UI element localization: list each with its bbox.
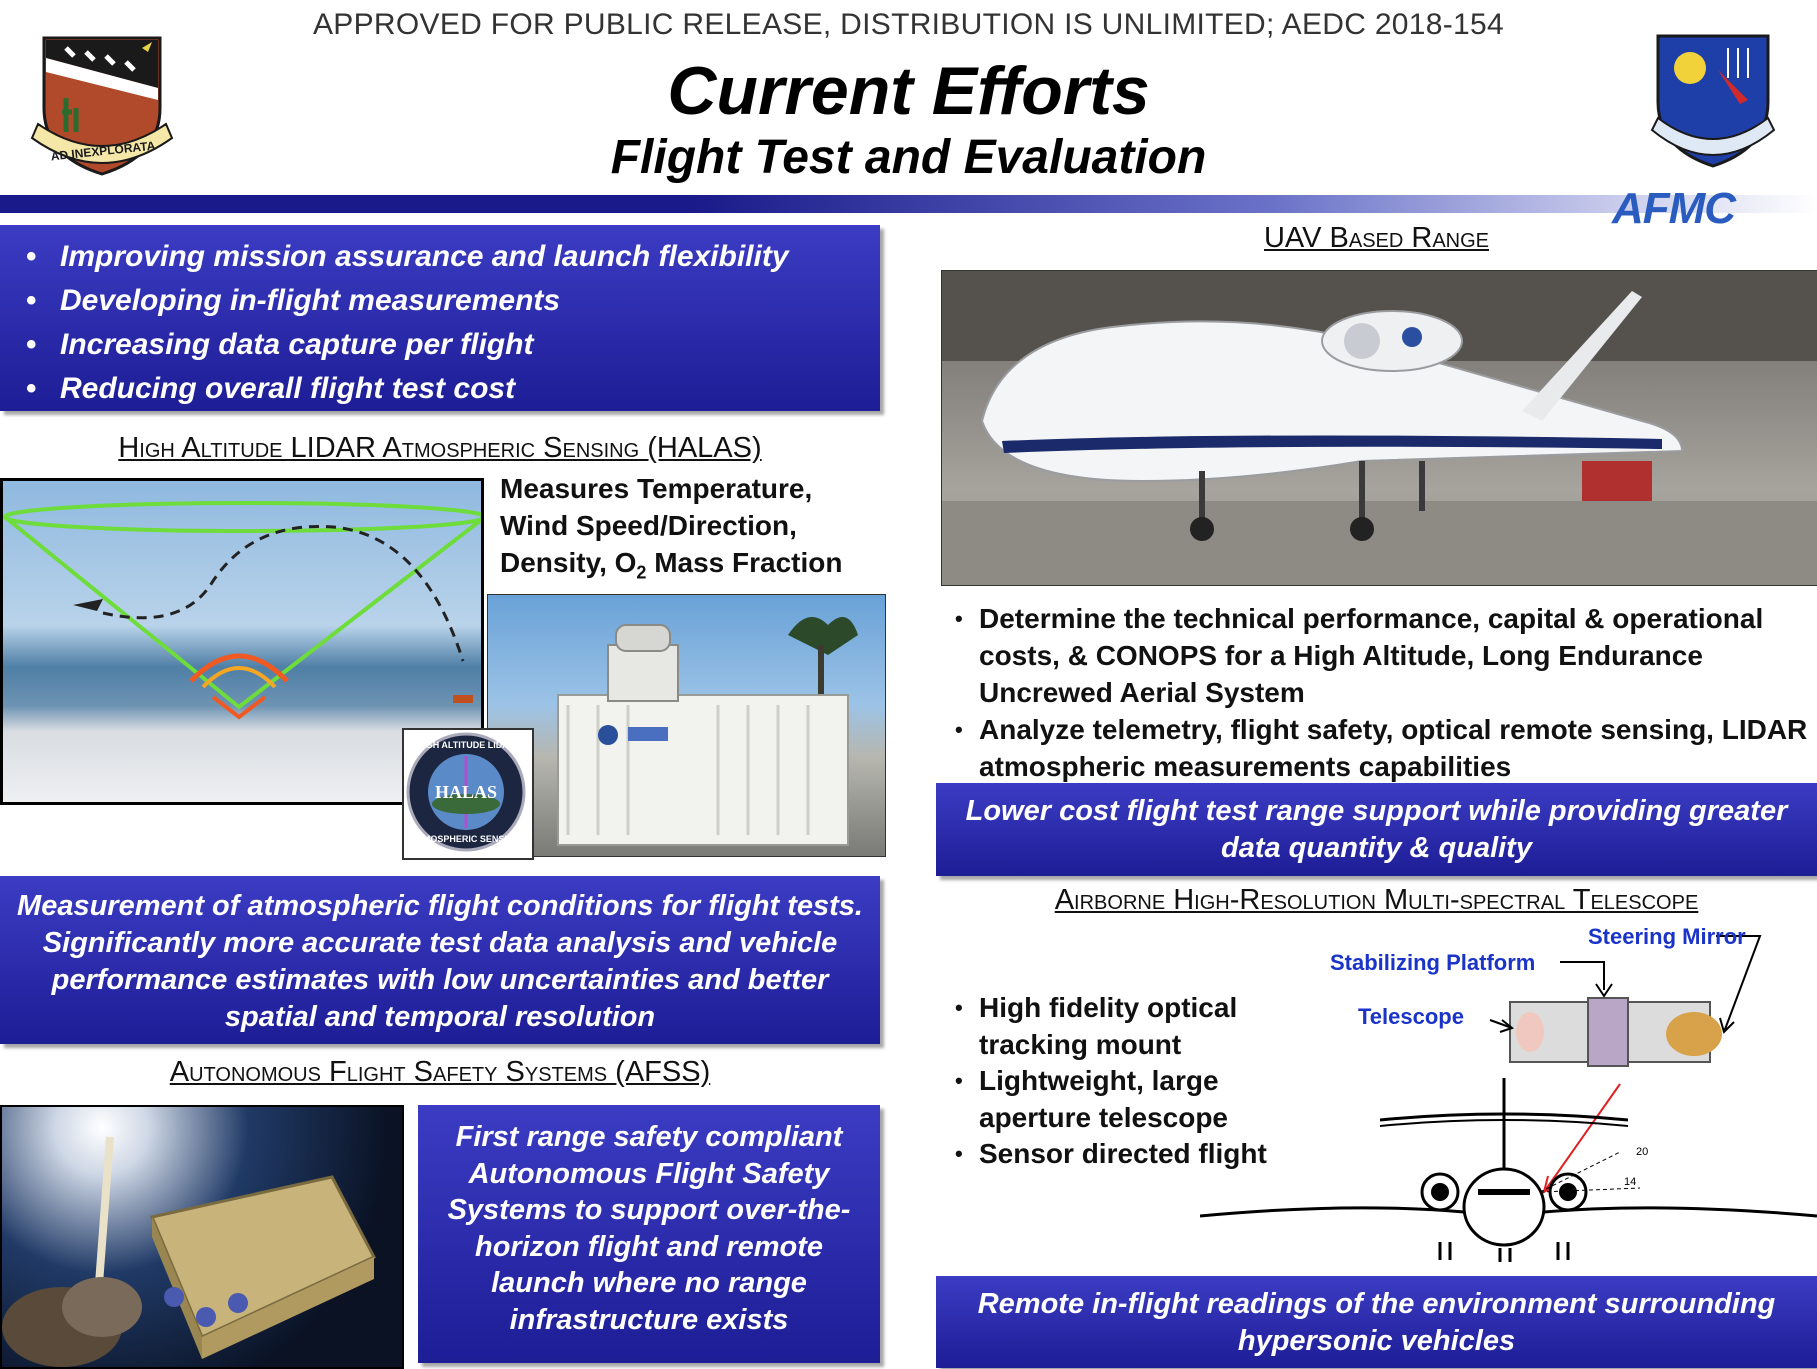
seal-text-center: HALAS bbox=[434, 782, 497, 802]
label-telescope: Telescope bbox=[1358, 1004, 1464, 1029]
measures-line-1: Measures Temperature, bbox=[500, 473, 813, 504]
goal-item: • Increasing data capture per flight bbox=[26, 323, 868, 367]
uav-global-hawk-photo bbox=[941, 270, 1817, 586]
page-subtitle: Flight Test and Evaluation bbox=[610, 131, 1207, 184]
afss-heading: Autonomous Flight Safety Systems (AFSS) bbox=[169, 1056, 711, 1088]
telescope-aircraft-diagram bbox=[1200, 912, 1817, 1274]
measures-line-3-pre: Density, O bbox=[500, 547, 637, 578]
wing-emblem-logo bbox=[26, 28, 178, 178]
uav-bullet-item: • Analyze telemetry, flight safety, optical remote sensing, LIDAR atmospheric measurements capabilities bbox=[955, 711, 1815, 785]
lidar-trailer-photo bbox=[487, 594, 886, 857]
release-notice: APPROVED FOR PUBLIC RELEASE, DISTRIBUTION IS UNLIMITED; AEDC 2018-154 bbox=[312, 8, 1505, 41]
telescope-heading: Airborne High-Resolution Multi-spectral Telescope bbox=[1054, 884, 1699, 916]
page-title: Current Efforts bbox=[667, 53, 1150, 129]
label-steering-mirror: Steering Mirror bbox=[1588, 924, 1746, 949]
afss-unit-photo bbox=[0, 1105, 404, 1369]
afmc-wordmark: AFMC bbox=[1612, 184, 1736, 233]
halas-summary-box: Measurement of atmospheric flight conditions for flight tests. Significantly more accurate test data analysis and vehicle performance estimates with low uncertainties and better spatial and temporal resolution bbox=[0, 876, 880, 1044]
seal-text-bottom: ATMOSPHERIC SENSING bbox=[411, 834, 521, 844]
goal-item: • Improving mission assurance and launch flexibility bbox=[26, 235, 868, 279]
uav-heading: UAV Based Range bbox=[1263, 222, 1490, 254]
label-stabilizing-platform: Stabilizing Platform bbox=[1330, 950, 1536, 975]
goal-item: • Developing in-flight measurements bbox=[26, 279, 868, 323]
telescope-bullet-item: • Sensor directed flight bbox=[955, 1136, 1315, 1173]
angle-label-20: 20 bbox=[1636, 1146, 1649, 1158]
halas-heading: High Altitude LIDAR Atmospheric Sensing (HALAS) bbox=[118, 432, 762, 464]
measures-line-2: Wind Speed/Direction, bbox=[500, 510, 797, 541]
emblem-motto: AD INEXPLORATA bbox=[50, 138, 156, 164]
uav-bullet-list bbox=[955, 600, 1815, 785]
measures-line-3-post: Mass Fraction bbox=[646, 547, 843, 578]
telescope-summary-box: Remote in-flight readings of the environment surrounding hypersonic vehicles bbox=[936, 1276, 1817, 1368]
afss-summary-box: First range safety compliant Autonomous Flight Safety Systems to support over-the-horizon flight and remote launch where no range infrastructure exists bbox=[418, 1105, 880, 1363]
halas-measures-text bbox=[500, 470, 842, 592]
measures-line-3 bbox=[500, 544, 842, 592]
halas-seal-logo bbox=[402, 728, 534, 860]
goal-item: • Reducing overall flight test cost bbox=[26, 367, 868, 411]
telescope-bullet-item: • Lightweight, large aperture telescope bbox=[955, 1063, 1315, 1136]
seal-text-top: HIGH ALTITUDE LIDAR bbox=[416, 740, 516, 750]
header-rule bbox=[0, 195, 1817, 213]
uav-summary-box: Lower cost flight test range support while providing greater data quantity & quality bbox=[936, 783, 1817, 876]
uav-bullet-item: • Determine the technical performance, capital & operational costs, & CONOPS for a High Altitude, Long Endurance Uncrewed Aerial System bbox=[955, 600, 1815, 711]
measures-line-3-sub: 2 bbox=[636, 562, 647, 583]
command-emblem-logo bbox=[1648, 30, 1778, 170]
telescope-bullet-item: • High fidelity optical tracking mount bbox=[955, 990, 1315, 1063]
angle-label-14: 14 bbox=[1624, 1176, 1637, 1188]
goals-box bbox=[0, 225, 880, 411]
